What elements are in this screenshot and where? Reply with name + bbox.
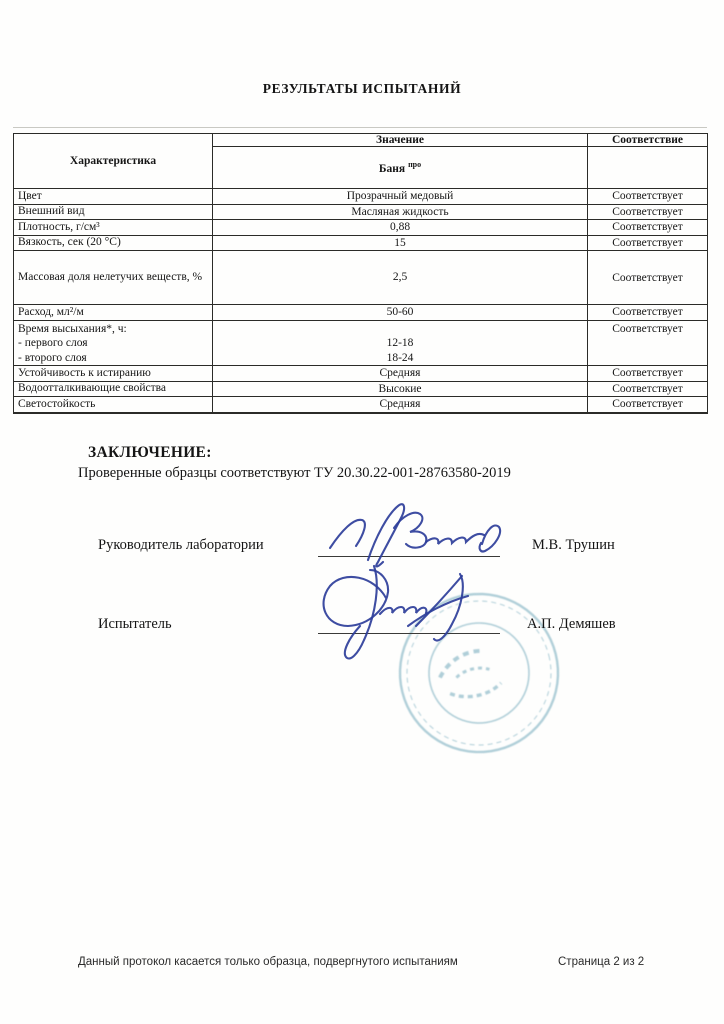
table-row [14,320,708,366]
characteristic-cell: Устойчивость к истиранию [14,366,213,382]
document-title: РЕЗУЛЬТАТЫ ИСПЫТАНИЙ [262,81,462,96]
footer-note: Данный протокол касается только образца, подвергнутого испытаниям [78,956,458,968]
sample-name-cell [213,147,588,189]
value-cell: 12-18 18-24 [213,320,588,366]
characteristic-cell: Плотность, г/см³ [14,220,213,236]
conformance-cell: Соответствует [588,305,708,321]
value-cell: Прозрачный медовый [213,189,588,205]
table-row [14,220,708,236]
conformance-cell: Соответствует [588,251,708,305]
conformance-cell: Соответствует [588,366,708,382]
table-row [14,366,708,382]
value-cell: Высокие [213,381,588,397]
conformance-cell: Соответствует [588,235,708,251]
value-cell: 2,5 [213,251,588,305]
value-cell: Средняя [213,397,588,413]
header-characteristic: Характеристика [14,134,213,189]
table-row [14,189,708,205]
empty-header-cell [588,147,708,189]
signature-role-tester: Испытатель [98,616,172,632]
characteristic-cell: Светостойкость [14,397,213,413]
conformance-cell: Соответствует [588,397,708,413]
characteristic-cell: Цвет [14,189,213,205]
conclusion-text: Проверенные образцы соответствуют ТУ 20.30.22-001-28763580-2019 [78,465,511,481]
table-row [14,381,708,397]
results-table [13,133,708,414]
value-cell: 0,88 [213,220,588,236]
table-row [14,305,708,321]
characteristic-cell: Внешний вид [14,204,213,220]
characteristic-cell: Водоотталкивающие свойства [14,381,213,397]
signature-role-lab-head: Руководитель лаборатории [98,537,264,553]
characteristic-cell: Вязкость, сек (20 °C) [14,235,213,251]
value-cell: 50-60 [213,305,588,321]
conclusion-heading: ЗАКЛЮЧЕНИЕ: [88,444,212,461]
value-cell: Средняя [213,366,588,382]
sample-name: Баня [378,162,406,175]
results-table-body [14,189,708,413]
header-conformance: Соответствие [588,134,708,147]
value-cell: 15 [213,235,588,251]
signatory-name-tester: А.П. Демяшев [527,616,616,632]
sample-superscript: про [408,160,422,170]
characteristic-cell: Расход, мл²/м [14,305,213,321]
table-row [14,204,708,220]
value-cell: Масляная жидкость [213,204,588,220]
conformance-cell: Соответствует [588,189,708,205]
page-number: Страница 2 из 2 [558,956,645,968]
conformance-cell: Соответствует [588,320,708,366]
conformance-cell: Соответствует [588,381,708,397]
table-row [14,251,708,305]
scan-artifact-line [13,127,707,128]
header-value: Значение [213,134,588,147]
table-row [14,235,708,251]
signatory-name-lab-head: М.В. Трушин [532,537,615,553]
table-row [14,397,708,413]
conformance-cell: Соответствует [588,220,708,236]
table-header-row [14,134,708,147]
signature-ink-tester [312,560,522,672]
characteristic-cell: Время высыхания*, ч: - первого слоя - второго слоя [14,320,213,366]
conformance-cell: Соответствует [588,204,708,220]
characteristic-cell: Массовая доля нелетучих веществ, % [14,251,213,305]
